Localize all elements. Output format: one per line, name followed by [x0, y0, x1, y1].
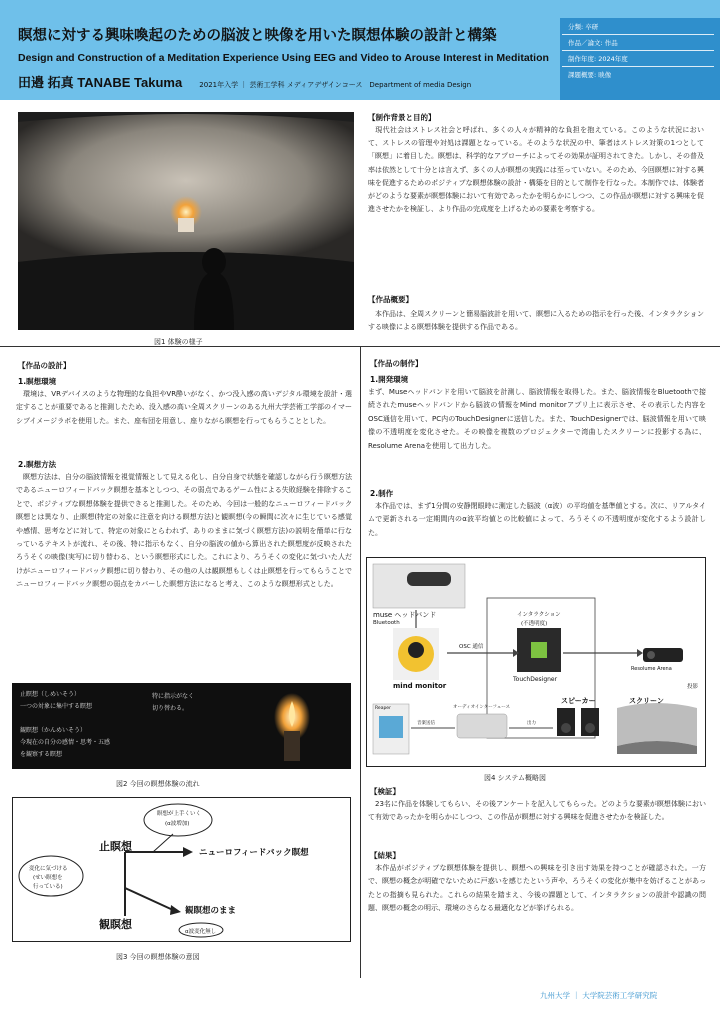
muse-label: muse ヘッドバンド [373, 611, 437, 619]
flow-mid-line: 切り替わる。 [152, 705, 189, 712]
mind-monitor-label: mind monitor [393, 682, 447, 690]
meta-subject: 課題概要: 映像 [568, 71, 612, 79]
figure2-caption: 図2 今回の瞑想体験の流れ [116, 780, 200, 788]
target-neurofeedback: ニューロフィードバック瞑想 [199, 848, 309, 858]
production-sub2: 2.制作 [370, 489, 394, 498]
meta-divider [562, 34, 714, 35]
meta-box [560, 18, 720, 100]
reaper-label: Reaper [375, 706, 391, 711]
flow-left-line: 今現在の自分の感情・思考・五感 [20, 739, 111, 746]
results-heading: 【結果】 [370, 851, 400, 860]
osc-label: OSC 通信 [459, 644, 484, 650]
figure2-flow-image [12, 683, 351, 769]
flow-left-line: 止瞑想（しめいそう） [20, 691, 81, 698]
production-body2: 本作品では、まず1分間の安静閉眼時に測定した脳波（α波）の平均値を基準値とする。次に、リアルタイムで更新される一定期間内のα波平均値との比較値によって、ろうそくの不透明度が変化するよう設計した。 [368, 502, 706, 537]
figure1-caption: 図1 体験の様子 [154, 338, 203, 346]
header-banner [0, 0, 720, 100]
production-sub1: 1.開発環境 [370, 375, 409, 384]
figure4-system-diagram [366, 557, 706, 767]
title-english: Design and Construction of a Meditation Experience Using EEG and Video to Arouse Interest in Meditation [18, 52, 549, 64]
design-body2: 瞑想方法は、自分の脳波情報を視覚情報として見える化し、自分自身で状態を確認しながら行う瞑想方法であるニューロフィードバック瞑想を基本としつつ、その弱点であるゲーム性による失敗経験を排除することで、ポジティブな瞑想体験を提供できると推測した。そのため、今回は一般的なニューロフィードバック瞑想とは異なり、止瞑想(特定の対象に注意を向ける瞑想方法)と観瞑想(今の瞬間に次々に生じている感覚や感情、思考などに対して、特定の対象にとらわれず、ありのままに気づく瞑想方法)の説明を簡単に行なっているテキストが流れ、その後、特に指示もなく、自分の脳波の値から算出された瞑想度が反映されたろうそくの映像(実写)に切り替わる、という瞑想形式にした。これにより、ろうそくの変化に気づいた人だけがニューロフィードバック瞑想に切り替わり、その他の人は観瞑想もしくは止瞑想を行ってもらうことでニューロフィードバック瞑想の弱点をカバーした瞑想方法になると考え、このような瞑想形式とした。 [16, 473, 352, 589]
flow-left-line: を観察する瞑想 [20, 751, 63, 758]
purpose-heading: 【制作背景と目的】 [368, 113, 436, 122]
figure3-intent-diagram [12, 797, 351, 942]
overview-heading: 【作品概要】 [368, 295, 413, 304]
output-label: 出力 [527, 721, 536, 726]
send-label: 音楽送信 [417, 721, 435, 726]
figure3-caption: 図3 今回の瞑想体験の意図 [116, 953, 200, 961]
screen-label: スクリーン [629, 697, 664, 705]
design-sub1: 1.瞑想環境 [18, 377, 57, 386]
cloud-left-line: (せい瞑想を [33, 875, 63, 881]
title-japanese: 瞑想に対する興味喚起のための脳波と映像を用いた瞑想体験の設計と構築 [18, 28, 497, 44]
results-body: 本作品がポジティブな瞑想体験を提供し、瞑想への興味を引き出す効果を持つことが確認された。一方で、瞑想の概念が明確でないために戸惑いを感じたという声や、ろうそくの変化が集中を妨げることがあったとの指摘も見られた。これらの結果を踏まえ、今後の課題として、インタラクションの設計や認識の問題、瞑想の概念の明示、環境のさらなる最適化などが挙げられる。 [368, 864, 706, 913]
meta-year: 制作年度: 2024年度 [568, 55, 628, 63]
verification-body: 23名に作品を体験してもらい、その後アンケートを記入してもらった。どのような要素が瞑想体験において有効であったかを明らかにしつつ、この作品が瞑想に対する興味を促進させたかを検証した。 [368, 800, 706, 822]
footer-logo: 九州大学 ｜ 大学院芸術工学研究院 [540, 991, 658, 1000]
cloud-top-line: (α波増加) [165, 821, 190, 827]
purpose-body: 現代社会はストレス社会と呼ばれ、多くの人々が精神的な負担を抱えている。このような状況において、ストレスの管理や対処は課題となっている。そのような状況の中、筆者はストレス対策の1つとして「瞑想」に着目した。瞑想は、科学的なアプローチによってその効果が証明されてきた。しかし、その普及率は依然として十分とは言えず、多くの人が瞑想の実践には至っていない。そのため、今回瞑想に対する興味を促進するためのポジティブな瞑想体験の設計・構築を目的として制作を行なった。本制作では、体験者がどのような要素が瞑想体験において有効であったかを明らかにしつつ、この作品が瞑想に対する興味を促進させたかを検証し、より作品の完成度を上げるための要素を考察する。 [368, 126, 704, 214]
interaction-label: (不透明度) [521, 621, 548, 627]
meta-category: 分類: 卒研 [568, 23, 599, 31]
production-body1: まず、Museヘッドバンドを用いて脳波を計測し、脳波情報を取得した。また、脳波情報をBluetoothで接続されたmuseヘッドバンドから脳波の情報をMind monitorアプリ上に表示させ、その表示した内容をOSC通信を用いて、PC内のTouchDesignerに送信した。また、TouchDesignerでは、脳波情報を用いて映像の不透明度を変化させた。その映像を複数のプロジェクターで湾曲したスクリーンに投影する為に、Resolume Arenaを使用して出力した。 [368, 388, 706, 450]
author-name: 田邉 拓真 TANABE Takuma [18, 75, 183, 90]
design-heading: 【作品の設計】 [18, 361, 71, 370]
production-heading: 【作品の制作】 [370, 359, 423, 368]
design-body1: 環境は、VRデバイスのような物理的な負担やVR酔いがなく、かつ没入感の高いデジタル環境を設計・選定することが重要であると推測したため、没入感の高い全周スクリーンのある九州大学芸術工学部のイマーシブイメージラボを使用した。また、座布団を用意し、座りながら瞑想を行ってもらうこととした。 [16, 390, 352, 425]
cloud-left-line: 行っている) [33, 884, 63, 890]
verification-heading: 【検証】 [370, 787, 400, 796]
note-no-change: α波変化無し [185, 929, 217, 935]
resolume-label: Resolume Arena [631, 666, 672, 672]
audio-interface-label: オーディオインターフェース [453, 705, 511, 710]
experience-photo [18, 112, 354, 330]
projector-label: 投影 [687, 684, 699, 690]
touchdesigner-label: TouchDesigner [513, 676, 558, 683]
overview-body: 本作品は、全周スクリーンと簡易脳波計を用いて、瞑想に入るための指示を行った後、インタラクションする映像による瞑想体験を提供する作品である。 [368, 310, 704, 332]
cloud-left-line: 変化に気づける [29, 866, 68, 872]
flow-left-line: 一つの対象に集中する瞑想 [20, 703, 93, 710]
label-kan-meiso: 観瞑想 [99, 918, 132, 931]
design-sub2: 2.瞑想方法 [18, 460, 57, 469]
vertical-divider [360, 346, 361, 978]
flow-mid-line: 特に指示がなく [152, 693, 195, 700]
speaker-label: スピーカー [561, 697, 596, 705]
meta-type: 作品／論文: 作品 [568, 39, 618, 47]
flow-left-line: 観瞑想（かんめいそう） [20, 727, 87, 734]
meta-divider [562, 66, 714, 67]
meta-divider [562, 50, 714, 51]
department: 2021年入学 ｜ 芸術工学科 メディアデザインコース Department of media Design [199, 81, 472, 89]
figure4-caption: 図4 システム概略図 [484, 774, 546, 782]
cloud-top-line: 瞑想が上手くいく [157, 811, 202, 817]
target-keep-kan: 観瞑想のまま [185, 906, 237, 916]
candle-icon [262, 687, 322, 765]
interaction-label: インタラクション [517, 612, 561, 618]
bluetooth-label: Bluetooth [373, 620, 400, 626]
author-line [18, 72, 471, 91]
label-shi-meiso: 止瞑想 [99, 840, 132, 853]
